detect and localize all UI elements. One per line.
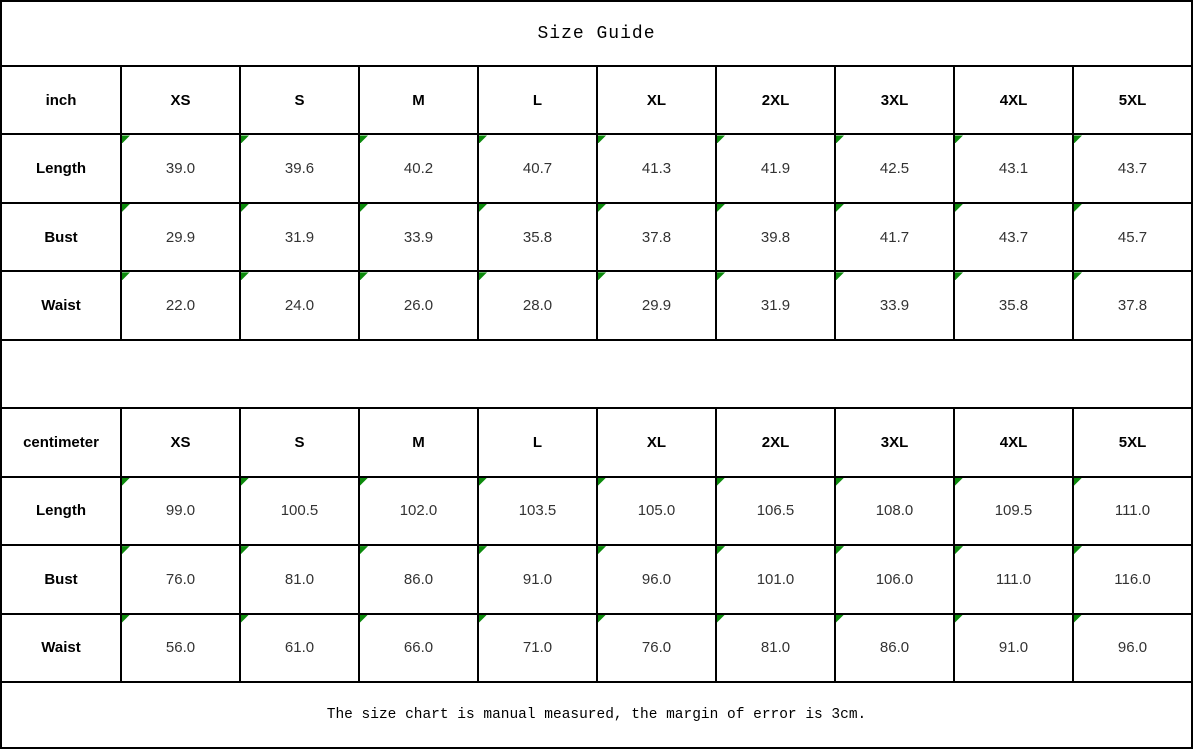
size-value-cell	[598, 204, 715, 270]
size-header-m: M	[360, 67, 477, 133]
size-value-cell	[360, 478, 477, 544]
size-value-cell	[241, 204, 358, 270]
size-value: 96.0	[641, 570, 672, 588]
size-value-cell	[955, 546, 1072, 612]
size-value: 102.0	[399, 502, 438, 520]
size-value: 71.0	[522, 639, 553, 657]
size-value-cell	[122, 546, 239, 612]
size-value: 66.0	[403, 639, 434, 657]
green-triangle-icon	[955, 615, 963, 623]
size-value-cell	[241, 615, 358, 681]
size-value-cell	[241, 135, 358, 201]
size-value: 61.0	[284, 639, 315, 657]
green-triangle-icon	[360, 204, 368, 212]
unit-header-inch: inch	[2, 67, 120, 133]
size-value: 101.0	[756, 570, 795, 588]
green-triangle-icon	[717, 272, 725, 280]
row-label-length: Length	[2, 478, 120, 544]
size-value-cell	[360, 204, 477, 270]
size-value: 33.9	[403, 228, 434, 246]
size-header-5xl: 5XL	[1074, 67, 1191, 133]
green-triangle-icon	[360, 272, 368, 280]
size-value: 39.0	[165, 160, 196, 178]
green-triangle-icon	[1074, 204, 1082, 212]
size-value: 111.0	[995, 570, 1032, 588]
size-header-m: M	[360, 409, 477, 475]
size-value: 37.8	[1117, 297, 1148, 315]
size-value-cell	[955, 272, 1072, 338]
size-header-4xl: 4XL	[955, 67, 1072, 133]
size-value: 41.9	[760, 160, 791, 178]
size-value: 99.0	[165, 502, 196, 520]
row-label-length: Length	[2, 135, 120, 201]
green-triangle-icon	[1074, 478, 1082, 486]
spacer-row	[2, 341, 1191, 407]
size-value: 31.9	[284, 228, 315, 246]
size-value-cell	[717, 204, 834, 270]
size-value-cell	[955, 478, 1072, 544]
size-value: 43.1	[998, 160, 1029, 178]
size-value: 91.0	[998, 639, 1029, 657]
size-value-cell	[598, 615, 715, 681]
green-triangle-icon	[836, 204, 844, 212]
green-triangle-icon	[955, 204, 963, 212]
size-value-cell	[479, 135, 596, 201]
size-value: 106.5	[756, 502, 795, 520]
size-value-cell	[360, 272, 477, 338]
size-value-cell	[717, 135, 834, 201]
green-triangle-icon	[360, 546, 368, 554]
size-value: 39.6	[284, 160, 315, 178]
row-label-waist: Waist	[2, 615, 120, 681]
green-triangle-icon	[360, 478, 368, 486]
green-triangle-icon	[836, 615, 844, 623]
size-header-xl: XL	[598, 409, 715, 475]
size-value-cell	[598, 546, 715, 612]
size-value: 26.0	[403, 297, 434, 315]
size-value: 22.0	[165, 297, 196, 315]
size-value: 43.7	[1117, 160, 1148, 178]
size-value-cell	[955, 204, 1072, 270]
green-triangle-icon	[955, 135, 963, 143]
size-value-cell	[122, 272, 239, 338]
green-triangle-icon	[479, 135, 487, 143]
green-triangle-icon	[122, 546, 130, 554]
green-triangle-icon	[598, 135, 606, 143]
size-value: 111.0	[1114, 502, 1151, 520]
green-triangle-icon	[955, 478, 963, 486]
size-value-cell	[241, 546, 358, 612]
size-value: 35.8	[522, 228, 553, 246]
size-value: 39.8	[760, 228, 791, 246]
size-value: 96.0	[1117, 639, 1148, 657]
size-value-cell	[1074, 272, 1191, 338]
size-value-cell	[836, 478, 953, 544]
size-value: 100.5	[280, 502, 319, 520]
size-value: 41.7	[879, 228, 910, 246]
size-header-3xl: 3XL	[836, 67, 953, 133]
green-triangle-icon	[1074, 135, 1082, 143]
size-value-cell	[360, 135, 477, 201]
size-value-cell	[836, 272, 953, 338]
green-triangle-icon	[122, 204, 130, 212]
green-triangle-icon	[241, 135, 249, 143]
size-value-cell	[1074, 546, 1191, 612]
size-value: 109.5	[994, 502, 1033, 520]
size-value-cell	[122, 478, 239, 544]
green-triangle-icon	[241, 615, 249, 623]
green-triangle-icon	[241, 204, 249, 212]
size-value-cell	[1074, 204, 1191, 270]
green-triangle-icon	[836, 546, 844, 554]
row-label-waist: Waist	[2, 272, 120, 338]
green-triangle-icon	[241, 478, 249, 486]
green-triangle-icon	[598, 615, 606, 623]
size-value-cell	[1074, 615, 1191, 681]
size-value-cell	[836, 615, 953, 681]
green-triangle-icon	[836, 272, 844, 280]
green-triangle-icon	[479, 272, 487, 280]
green-triangle-icon	[836, 478, 844, 486]
size-header-xl: XL	[598, 67, 715, 133]
size-value-cell	[955, 615, 1072, 681]
size-value-cell	[598, 478, 715, 544]
green-triangle-icon	[717, 135, 725, 143]
size-value: 91.0	[522, 570, 553, 588]
green-triangle-icon	[241, 546, 249, 554]
green-triangle-icon	[479, 615, 487, 623]
green-triangle-icon	[122, 615, 130, 623]
green-triangle-icon	[598, 204, 606, 212]
size-value-cell	[122, 204, 239, 270]
size-value-cell	[122, 615, 239, 681]
size-value: 76.0	[165, 570, 196, 588]
green-triangle-icon	[717, 478, 725, 486]
size-value: 31.9	[760, 297, 791, 315]
size-value-cell	[360, 546, 477, 612]
size-value-cell	[836, 204, 953, 270]
size-value-cell	[479, 272, 596, 338]
size-value: 40.2	[403, 160, 434, 178]
size-value: 116.0	[1114, 570, 1151, 588]
green-triangle-icon	[1074, 272, 1082, 280]
size-value: 81.0	[760, 639, 791, 657]
size-value-cell	[1074, 135, 1191, 201]
row-label-bust: Bust	[2, 204, 120, 270]
size-value: 33.9	[879, 297, 910, 315]
size-value-cell	[836, 546, 953, 612]
size-value: 86.0	[879, 639, 910, 657]
size-value: 42.5	[879, 160, 910, 178]
size-value-cell	[955, 135, 1072, 201]
size-value-cell	[241, 478, 358, 544]
green-triangle-icon	[598, 272, 606, 280]
size-value-cell	[598, 135, 715, 201]
size-value: 56.0	[165, 639, 196, 657]
size-value-cell	[598, 272, 715, 338]
size-value: 45.7	[1117, 228, 1148, 246]
size-value: 103.5	[518, 502, 557, 520]
size-value: 108.0	[875, 502, 914, 520]
green-triangle-icon	[122, 272, 130, 280]
green-triangle-icon	[241, 272, 249, 280]
green-triangle-icon	[479, 204, 487, 212]
size-value-cell	[122, 135, 239, 201]
size-value-cell	[717, 478, 834, 544]
size-value: 35.8	[998, 297, 1029, 315]
size-header-2xl: 2XL	[717, 67, 834, 133]
unit-header-centimeter: centimeter	[2, 409, 120, 475]
green-triangle-icon	[479, 546, 487, 554]
green-triangle-icon	[360, 135, 368, 143]
size-header-l: L	[479, 67, 596, 133]
size-value: 76.0	[641, 639, 672, 657]
green-triangle-icon	[1074, 546, 1082, 554]
size-value-cell	[479, 204, 596, 270]
size-value-cell	[836, 135, 953, 201]
page-title: Size Guide	[2, 2, 1191, 65]
size-value: 41.3	[641, 160, 672, 178]
size-header-s: S	[241, 67, 358, 133]
size-value: 106.0	[875, 570, 914, 588]
green-triangle-icon	[717, 204, 725, 212]
green-triangle-icon	[836, 135, 844, 143]
size-value-cell	[717, 272, 834, 338]
size-value: 24.0	[284, 297, 315, 315]
size-value-cell	[479, 546, 596, 612]
size-value-cell	[717, 546, 834, 612]
size-value-cell	[479, 478, 596, 544]
row-label-bust: Bust	[2, 546, 120, 612]
size-value: 40.7	[522, 160, 553, 178]
size-value-cell	[360, 615, 477, 681]
green-triangle-icon	[598, 478, 606, 486]
size-header-xs: XS	[122, 67, 239, 133]
size-value: 29.9	[165, 228, 196, 246]
size-header-4xl: 4XL	[955, 409, 1072, 475]
green-triangle-icon	[122, 135, 130, 143]
green-triangle-icon	[1074, 615, 1082, 623]
size-header-l: L	[479, 409, 596, 475]
green-triangle-icon	[717, 546, 725, 554]
size-value-cell	[241, 272, 358, 338]
size-header-xs: XS	[122, 409, 239, 475]
size-value: 86.0	[403, 570, 434, 588]
size-value-cell	[479, 615, 596, 681]
green-triangle-icon	[479, 478, 487, 486]
green-triangle-icon	[122, 478, 130, 486]
green-triangle-icon	[598, 546, 606, 554]
green-triangle-icon	[717, 615, 725, 623]
green-triangle-icon	[955, 272, 963, 280]
green-triangle-icon	[360, 615, 368, 623]
footer-note: The size chart is manual measured, the margin of error is 3cm.	[2, 683, 1191, 747]
size-value-cell	[717, 615, 834, 681]
size-value: 105.0	[637, 502, 676, 520]
size-header-2xl: 2XL	[717, 409, 834, 475]
size-header-3xl: 3XL	[836, 409, 953, 475]
size-value-cell	[1074, 478, 1191, 544]
size-value: 43.7	[998, 228, 1029, 246]
size-value: 81.0	[284, 570, 315, 588]
size-header-s: S	[241, 409, 358, 475]
size-value: 28.0	[522, 297, 553, 315]
size-header-5xl: 5XL	[1074, 409, 1191, 475]
size-value: 29.9	[641, 297, 672, 315]
size-value: 37.8	[641, 228, 672, 246]
green-triangle-icon	[955, 546, 963, 554]
